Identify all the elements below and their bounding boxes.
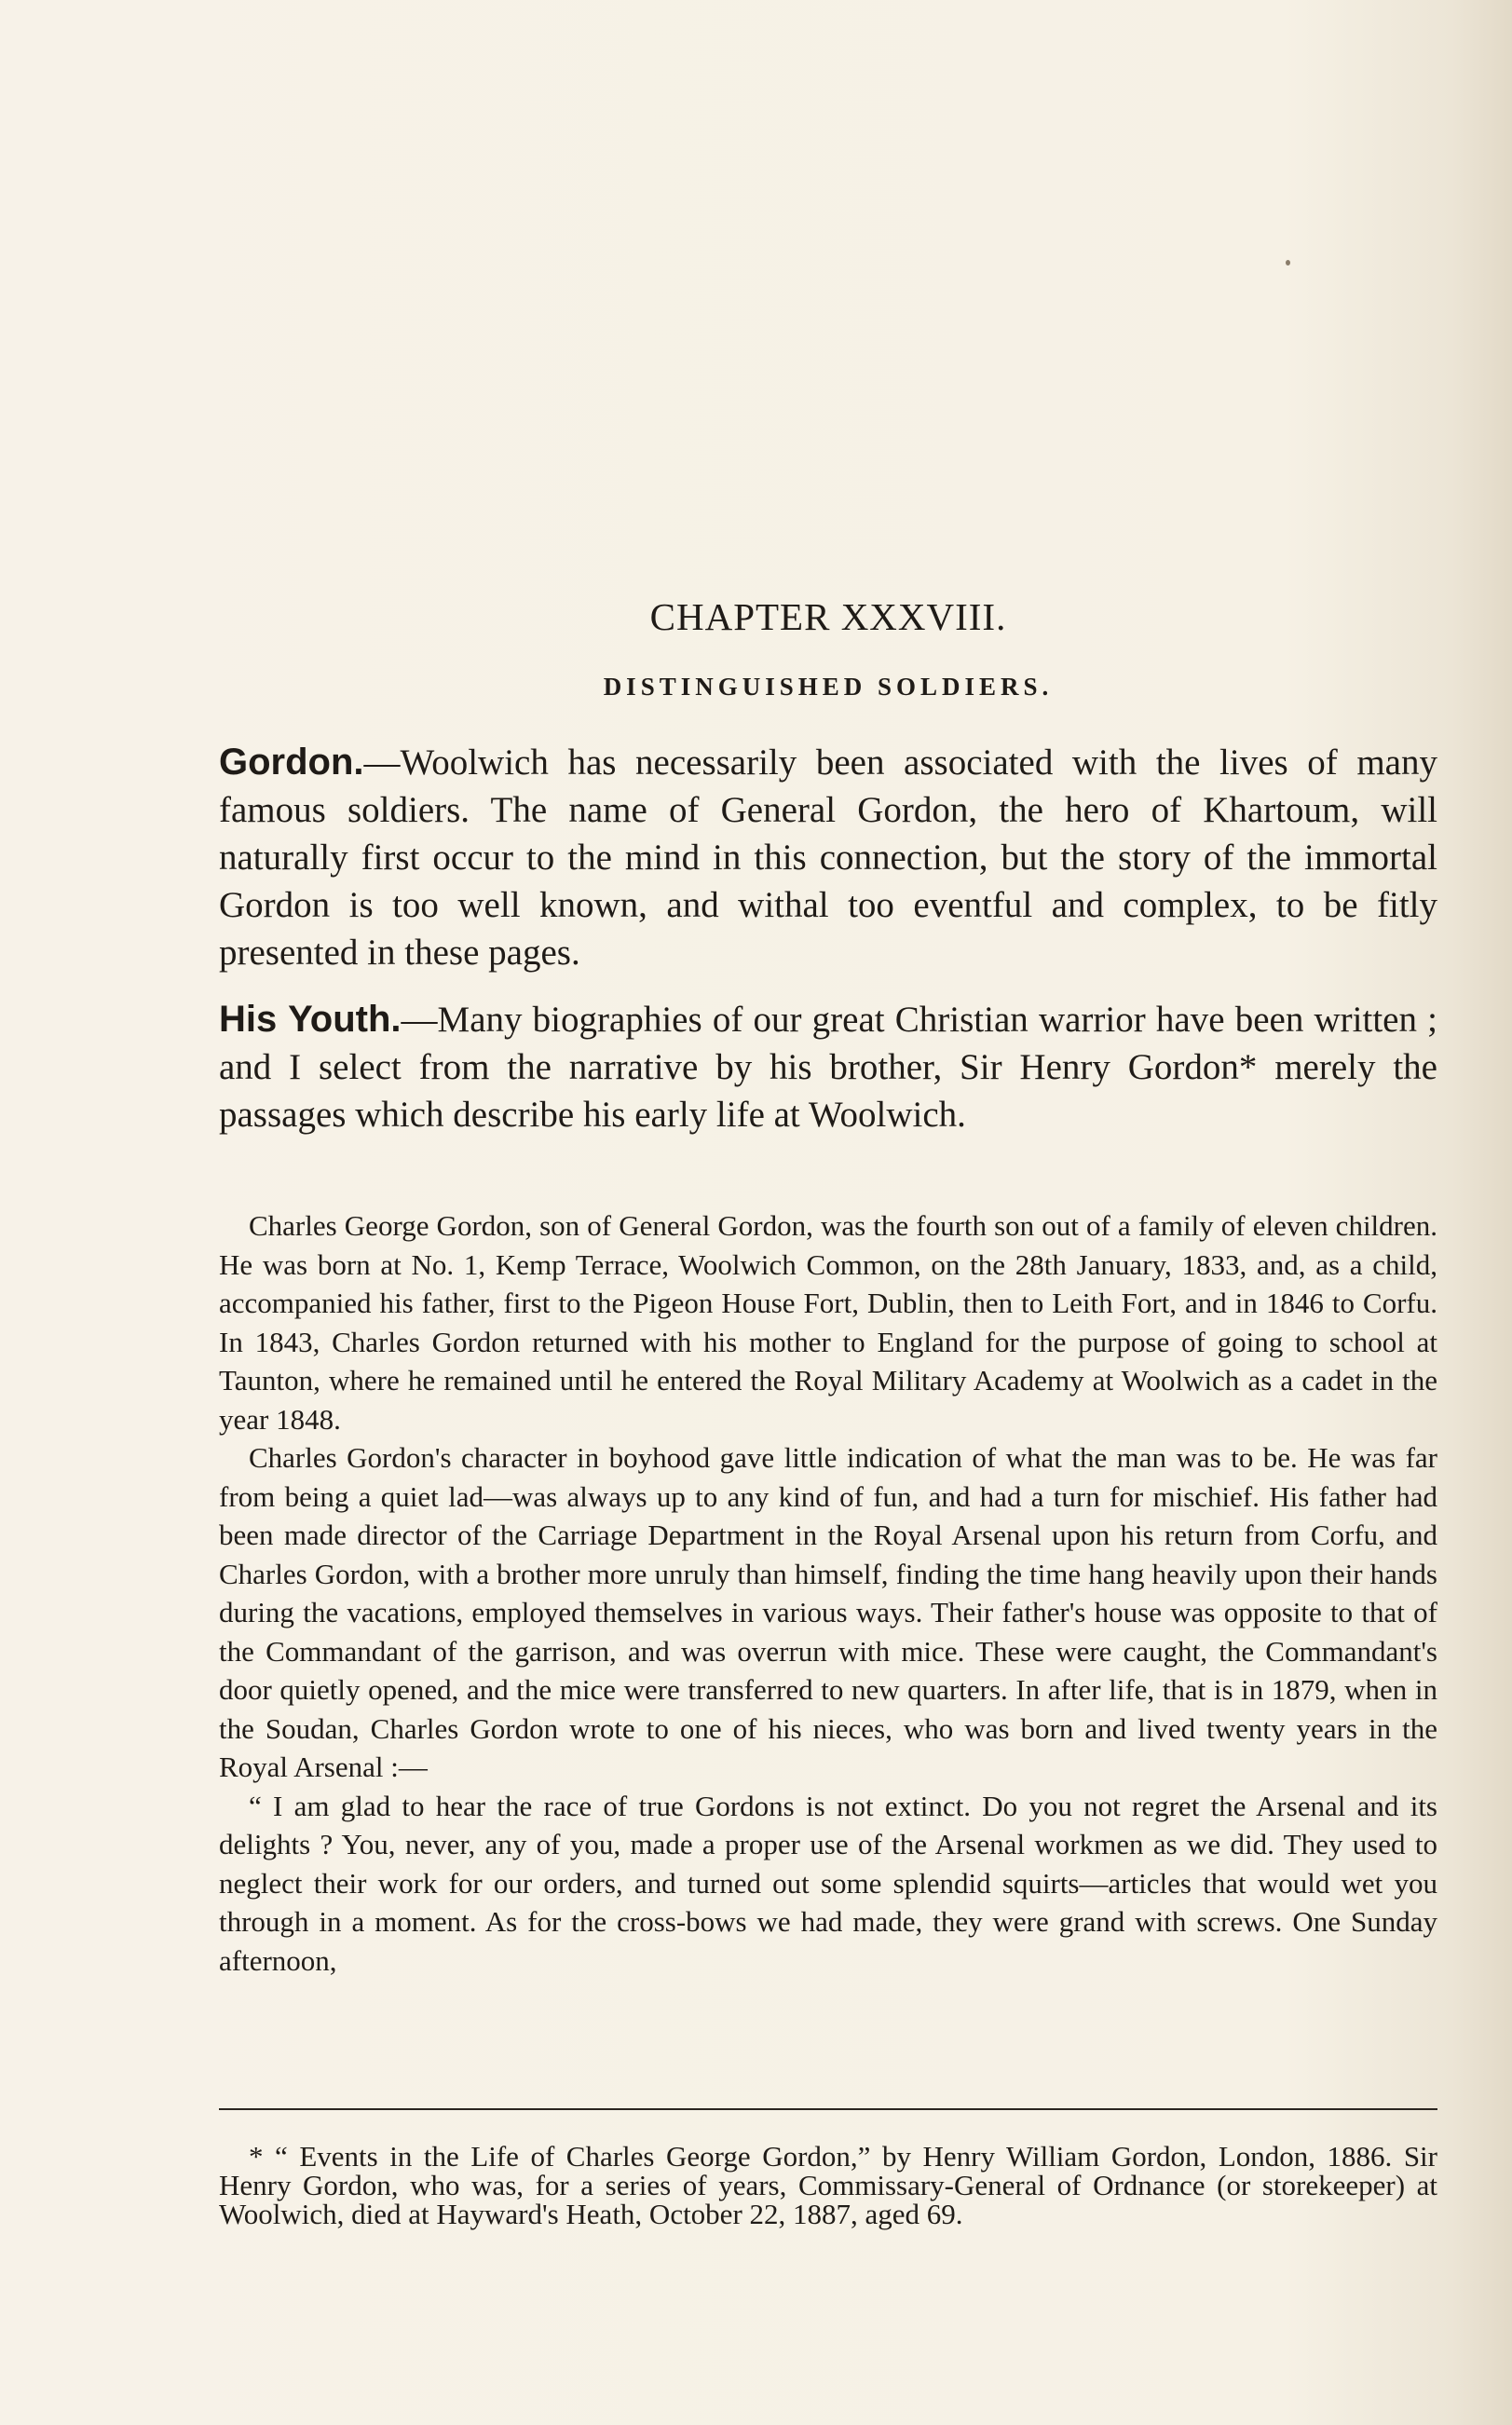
section-text: —Many biographies of our great Christian warrior have been written ; and I select from the narrative by his brother, Sir Henry Gordon* merely the passages which describe his early life at Woolwich. [219,1000,1437,1135]
chapter-title: CHAPTER XXXVIII. [649,595,1007,638]
section-his-youth [219,996,1437,1138]
footnote [219,2142,1437,2228]
footnote-text: * “ Events in the Life of Charles George Gordon,” by Henry William Gordon, London, 1886. Sir Henry Gordon, who was, for a series of years, Commissary-General of Ordnance (or storekeeper) at Woolwich, died at Hayward's Heath, October 22, 1887, aged 69. [219,2140,1437,2230]
section-text: —Woolwich has necessarily been associated with the lives of many famous soldiers. The name of General Gordon, the hero of Khartoum, will naturally first occur to the mind in this connection, but the story of the immortal Gordon is too well known, and withal too eventful and complex, to be fitly presented in these pages. [219,742,1437,973]
section-gordon [219,739,1437,976]
paper-speck [1286,260,1290,266]
chapter-subtitle: DISTINGUISHED SOLDIERS. [603,673,1054,701]
section-paragraph [219,996,1437,1138]
body-paragraph: “ I am glad to hear the race of true Gordons is not extinct. Do you not regret the Arsenal and its delights ? You, never, any of you, made a proper use of the Arsenal workmen as we did. They used to neglect their work for our orders, and turned out some splendid squirts—articles that would wet you through in a moment. As for the cross-bows we had made, they were grand with screws. One Sunday afternoon, [219,1789,1437,1977]
section-paragraph [219,739,1437,976]
section-heading: His Youth. [219,999,402,1040]
body-paragraph: Charles Gordon's character in boyhood gave little indication of what the man was to be. He was far from being a quiet lad—was always up to any kind of fun, and had a turn for mischief. His father had been made director of the Carriage Department in the Royal Arsenal upon his return from Corfu, and Charles Gordon, with a brother more unruly than himself, finding the time hang heavily upon their hands during the vacations, employed themselves in various ways. Their father's house was opposite to that of the Commandant of the garrison, and was overrun with mice. These were caught, the Commandant's door quietly opened, and the mice were transferred to new quarters. In after life, that is in 1879, when in the Soudan, Charles Gordon wrote to one of his nieces, who was born and lived twenty years in the Royal Arsenal :— [219,1441,1437,1783]
section-heading: Gordon. [219,742,364,783]
body-paragraph: Charles George Gordon, son of General Gordon, was the fourth son out of a family of eleven children. He was born at No. 1, Kemp Terrace, Woolwich Common, on the 28th January, 1833, and, as a child, accompanied his father, first to the Pigeon House Fort, Dublin, then to Leith Fort, and in 1846 to Corfu. In 1843, Charles Gordon returned with his mother to England for the purpose of going to school at Taunton, where he remained until he entered the Royal Military Academy at Woolwich as a cadet in the year 1848. [219,1209,1437,1436]
body-text [219,1206,1437,1980]
footnote-rule [219,2108,1437,2110]
